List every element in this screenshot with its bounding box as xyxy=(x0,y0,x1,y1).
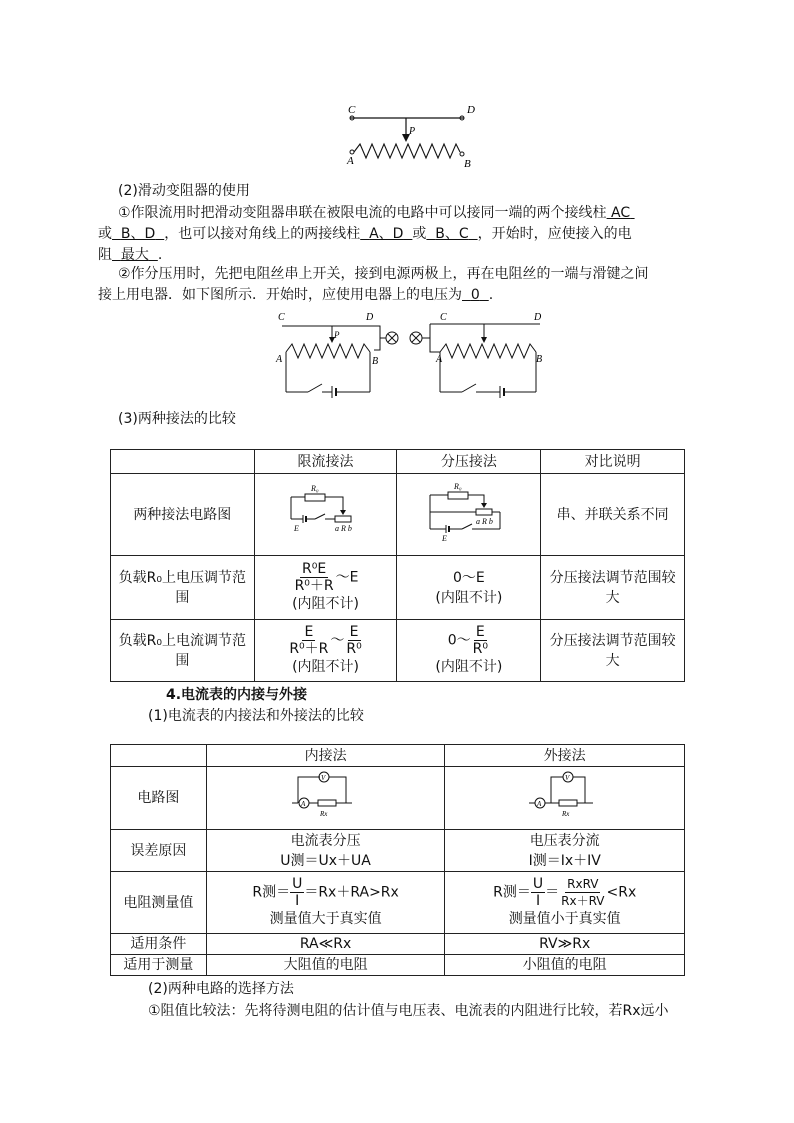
left-label-c: C xyxy=(278,312,285,323)
left-label-a: A xyxy=(276,354,283,365)
left-label-d: D xyxy=(366,312,374,323)
table2-cond-label: 适用条件 xyxy=(111,934,207,955)
table1-row1-divider-circuit xyxy=(397,474,541,556)
sec2-para2-line2: 接上用电器．如下图所示．开始时，应使用电器上的电压为 0 . xyxy=(98,287,494,303)
right-label-a: A xyxy=(436,354,443,365)
div-e: E xyxy=(441,533,447,543)
sec2-para1-line3: 阻 最大 . xyxy=(98,247,163,263)
lim-ab: a R b xyxy=(334,523,352,533)
table1-row-circuit xyxy=(111,474,685,556)
label-b: B xyxy=(464,158,471,170)
table2-cond-internal: RA≪Rx xyxy=(206,934,445,955)
int-voltmeter: V xyxy=(320,774,325,782)
table2-row-measure xyxy=(111,872,685,934)
table2-row-use xyxy=(111,955,685,976)
table1-row2-label: 负载R₀上电压调节范围 xyxy=(111,556,255,620)
table2-row-circuit xyxy=(111,767,685,830)
internal-connection-diagram xyxy=(286,767,366,823)
label-c: C xyxy=(348,104,356,116)
external-connection-diagram xyxy=(525,767,605,823)
right-label-c: C xyxy=(440,312,447,323)
int-ammeter: A xyxy=(300,800,305,808)
table1-row1-limiting-circuit xyxy=(254,474,397,556)
resistance-wire xyxy=(354,144,460,158)
table1-row3-divider: 0～ $\frac{E}{\text{R⁰}}$ (内阻不计) xyxy=(397,620,541,682)
ext-ammeter: A xyxy=(536,800,541,808)
table2-use-internal: 大阻值的电阻 xyxy=(206,955,445,976)
divider-circuit-diagram xyxy=(424,479,514,545)
table2-internal-circuit xyxy=(206,767,445,830)
table2-header-row xyxy=(111,745,685,767)
table2-circuit-label: 电路图 xyxy=(111,767,207,830)
table2-measure-label: 电阻测量值 xyxy=(111,872,207,934)
table1-row1-label: 两种接法电路图 xyxy=(111,474,255,556)
table2-cause-internal: 电流表分压 U测＝Ux＋UA xyxy=(206,830,445,872)
table1-row-current xyxy=(111,620,685,682)
label-d: D xyxy=(467,104,475,116)
comparison-table-2 xyxy=(110,744,685,976)
table2-measure-external: R测＝ $\frac{U}{I}$ ＝ $\frac{\text{RxRV}}{Rx+RV}$ <Rx 测量值小于真实值 xyxy=(445,872,685,934)
table2-header-1: 内接法 xyxy=(206,745,445,767)
table2-header-2: 外接法 xyxy=(445,745,685,767)
label-p: P xyxy=(409,126,416,137)
table2-row-condition xyxy=(111,934,685,955)
table1-row2-note: 分压接法调节范围较大 xyxy=(541,556,685,620)
right-label-b: B xyxy=(536,354,543,365)
sec2-para1-line1: ①作限流用时把滑动变阻器串联在被限电流的电路中可以接同一端的两个接线柱 AC xyxy=(118,205,631,221)
right-label-d: D xyxy=(534,312,542,323)
sec4-sub1: (1)电流表的内接法和外接法的比较 xyxy=(148,708,364,724)
sec5-para1: ①阻值比较法：先将待测电阻的估计值与电压表、电流表的内阻进行比较，若Rx远小 xyxy=(148,1003,669,1019)
table1-header-0 xyxy=(111,450,255,474)
ext-rx: Rx xyxy=(561,810,570,818)
table1-row3-limiting: $\frac{E}{\text{R⁰＋R}}$ ～ $\frac{E}{\text{R⁰}}$ (内阻不计) xyxy=(254,620,397,682)
divider-circuit-figure xyxy=(272,306,552,402)
sec2-para1-line2: 或 B、D ，也可以接对角线上的两接线柱 A、D 或 B、C ，开始时，应使接入的电 xyxy=(98,226,632,242)
table2-use-external: 小阻值的电阻 xyxy=(445,955,685,976)
table1-row1-note: 串、并联关系不同 xyxy=(541,474,685,556)
lim-r0: R₀ xyxy=(310,483,319,493)
table2-row-cause xyxy=(111,830,685,872)
sec2-para2-line1: ②作分压用时，先把电阻丝串上开关，接到电源两极上，再在电阻丝的一端与滑键之间 xyxy=(118,266,649,282)
rheostat-figure xyxy=(340,100,480,170)
label-a: A xyxy=(347,155,354,167)
table1-row3-label: 负载R₀上电流调节范围 xyxy=(111,620,255,682)
left-label-p: P xyxy=(334,330,340,340)
table1-row-voltage xyxy=(111,556,685,620)
table2-header-0 xyxy=(111,745,207,767)
div-ab: a R b xyxy=(475,516,493,526)
limiting-circuit-diagram xyxy=(281,481,371,543)
table1-row3-note: 分压接法调节范围较大 xyxy=(541,620,685,682)
sec2-title: (2)滑动变阻器的使用 xyxy=(118,183,250,199)
table2-external-circuit xyxy=(445,767,685,830)
table2-cause-external: 电压表分流 I测＝Ix＋IV xyxy=(445,830,685,872)
table1-row2-divider: 0～E (内阻不计) xyxy=(397,556,541,620)
table1-header-2: 分压接法 xyxy=(397,450,541,474)
table1-header-1: 限流接法 xyxy=(254,450,397,474)
left-label-b: B xyxy=(372,356,379,367)
table1-header-3: 对比说明 xyxy=(541,450,685,474)
sec3-title: (3)两种接法的比较 xyxy=(118,411,236,427)
table2-use-label: 适用于测量 xyxy=(111,955,207,976)
comparison-table-1 xyxy=(110,449,685,682)
table2-cond-external: RV≫Rx xyxy=(445,934,685,955)
sec4-title: 4.电流表的内接与外接 xyxy=(166,687,308,703)
ext-voltmeter: V xyxy=(564,774,569,782)
table1-header-row xyxy=(111,450,685,474)
sec5-title: (2)两种电路的选择方法 xyxy=(148,981,294,997)
table1-row2-limiting: $\frac{\text{R⁰E}}{\text{R⁰＋R}}$ ～E (内阻不计) xyxy=(254,556,397,620)
table2-measure-internal: R测＝ $\frac{U}{I}$ ＝Rx＋RA>Rx 测量值大于真实值 xyxy=(206,872,445,934)
table2-cause-label: 误差原因 xyxy=(111,830,207,872)
lim-e: E xyxy=(293,523,299,533)
int-rx: Rx xyxy=(319,810,327,818)
div-r0: R₀ xyxy=(453,481,462,491)
